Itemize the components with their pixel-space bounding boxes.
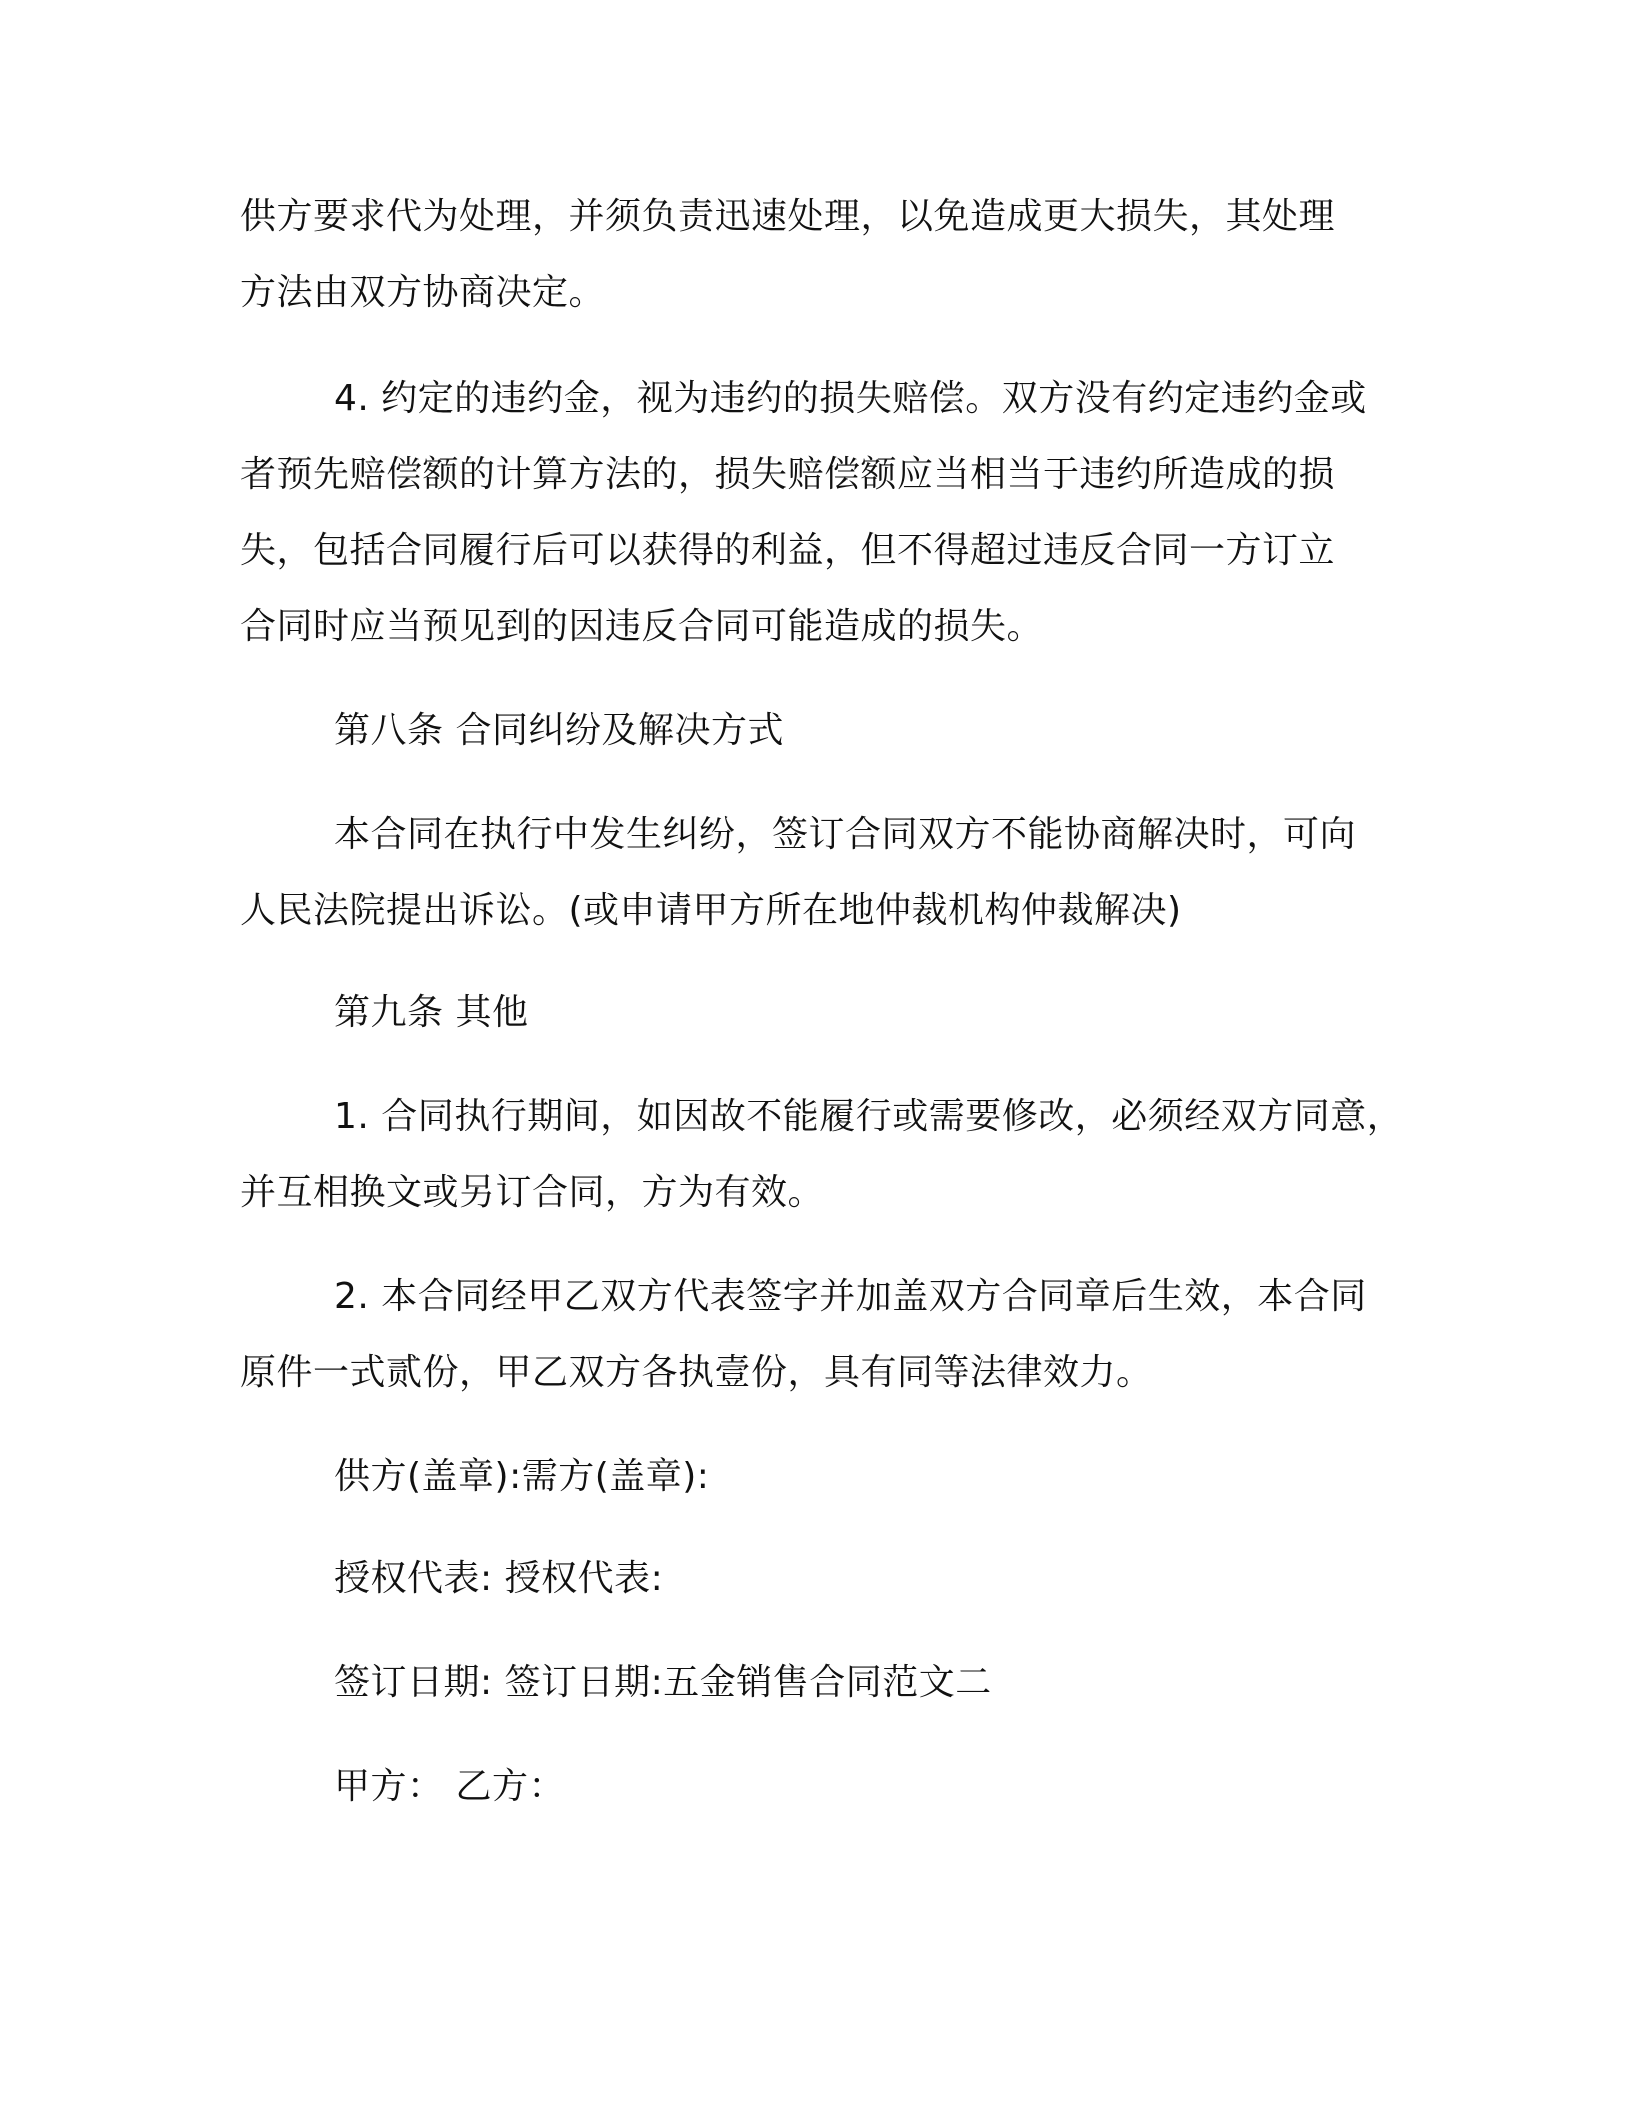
seal-line: 供方(盖章):需方(盖章): — [334, 1456, 710, 1497]
article-8-line-1: 本合同在执行中发生纠纷，签订合同双方不能协商解决时，可向 — [334, 814, 1357, 855]
article-8-line-2: 人民法院提出诉讼。(或申请甲方所在地仲裁机构仲裁解决) — [240, 890, 1182, 931]
parties-line: 甲方： 乙方： — [334, 1766, 565, 1807]
clause-4-line-2: 者预先赔偿额的计算方法的，损失赔偿额应当相当于违约所造成的损 — [240, 454, 1336, 495]
clause-4-line-4: 合同时应当预见到的因违反合同可能造成的损失。 — [240, 606, 1044, 647]
clause-4-line-3: 失，包括合同履行后可以获得的利益，但不得超过违反合同一方订立 — [240, 530, 1336, 571]
article-9-heading: 第九条 其他 — [334, 992, 529, 1033]
article-9-clause-1-line-1: 1. 合同执行期间，如因故不能履行或需要修改，必须经双方同意， — [334, 1096, 1404, 1137]
sign-date-line: 签订日期: 签订日期:五金销售合同范文二 — [334, 1662, 992, 1703]
text-line-2: 方法由双方协商决定。 — [240, 272, 606, 313]
text-line-1: 供方要求代为处理，并须负责迅速处理，以免造成更大损失，其处理 — [240, 196, 1336, 237]
article-9-clause-2-line-1: 2. 本合同经甲乙双方代表签字并加盖双方合同章后生效，本合同 — [334, 1276, 1367, 1317]
article-9-clause-2-line-2: 原件一式贰份，甲乙双方各执壹份，具有同等法律效力。 — [240, 1352, 1153, 1393]
article-9-clause-1-line-2: 并互相换文或另订合同，方为有效。 — [240, 1172, 825, 1213]
authorized-rep-line: 授权代表: 授权代表: — [334, 1558, 664, 1599]
article-8-heading: 第八条 合同纠纷及解决方式 — [334, 710, 784, 751]
clause-4-line-1: 4. 约定的违约金，视为违约的损失赔偿。双方没有约定违约金或 — [334, 378, 1367, 419]
